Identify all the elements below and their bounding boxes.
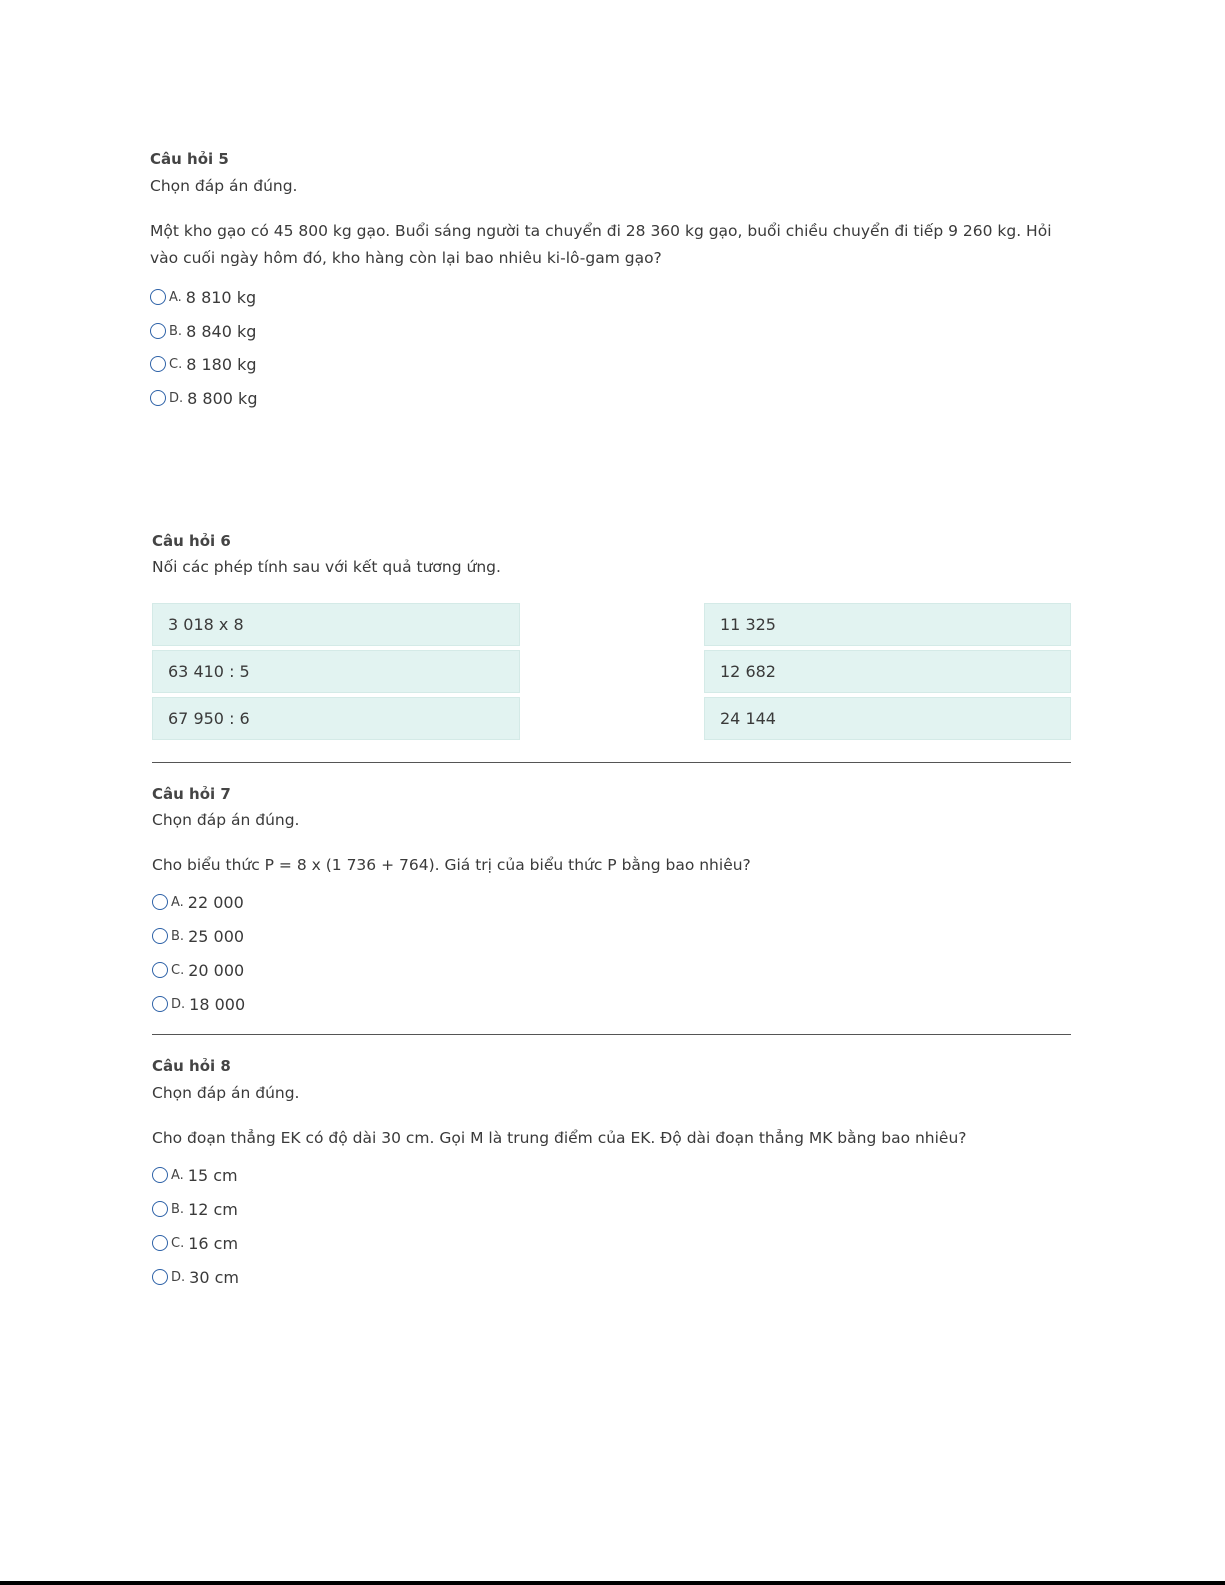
page-bottom-edge	[0, 1581, 1225, 1585]
option-text: 8 180 kg	[186, 354, 257, 374]
match-right-item[interactable]: 12 682	[704, 650, 1071, 693]
option-letter: B.	[171, 928, 185, 944]
section-divider	[152, 1034, 1071, 1035]
question-instruction: Chọn đáp án đúng.	[152, 1084, 300, 1102]
question-title: Câu hỏi 8	[152, 1057, 231, 1075]
option-b[interactable]	[152, 925, 244, 947]
option-letter: B.	[169, 323, 183, 339]
option-c[interactable]	[152, 1232, 238, 1254]
option-c[interactable]	[152, 959, 244, 981]
radio-button-icon[interactable]	[150, 356, 166, 372]
option-text: 18 000	[189, 994, 246, 1014]
question-title: Câu hỏi 5	[150, 150, 229, 168]
option-letter: D.	[171, 996, 186, 1012]
question-text-line: Một kho gạo có 45 800 kg gạo. Buổi sáng người ta chuyển đi 28 360 kg gạo, buổi chiều chuyển đi tiếp 9 260 kg. Hỏi	[150, 222, 1052, 240]
match-right-item[interactable]: 11 325	[704, 603, 1071, 646]
option-text: 22 000	[187, 892, 244, 912]
option-b[interactable]	[152, 1198, 238, 1220]
radio-button-icon[interactable]	[152, 894, 168, 910]
question-title: Câu hỏi 6	[152, 532, 231, 550]
section-divider	[152, 762, 1071, 763]
option-letter: C.	[169, 356, 183, 372]
match-left-item[interactable]: 67 950 : 6	[152, 697, 520, 740]
radio-button-icon[interactable]	[152, 1269, 168, 1285]
option-d[interactable]	[152, 1266, 239, 1288]
option-letter: A.	[171, 894, 184, 910]
option-text: 8 840 kg	[186, 321, 257, 341]
option-a[interactable]	[152, 891, 244, 913]
option-text: 25 000	[188, 926, 245, 946]
radio-button-icon[interactable]	[152, 962, 168, 978]
match-left-item[interactable]: 3 018 x 8	[152, 603, 520, 646]
match-right-item[interactable]: 24 144	[704, 697, 1071, 740]
match-left-item[interactable]: 63 410 : 5	[152, 650, 520, 693]
option-d[interactable]	[150, 387, 257, 409]
option-text: 20 000	[188, 960, 245, 980]
question-text-line: vào cuối ngày hôm đó, kho hàng còn lại bao nhiêu ki-lô-gam gạo?	[150, 249, 662, 267]
radio-button-icon[interactable]	[152, 928, 168, 944]
question-text: Cho biểu thức P = 8 x (1 736 + 764). Giá trị của biểu thức P bằng bao nhiêu?	[152, 856, 751, 874]
radio-button-icon[interactable]	[152, 1167, 168, 1183]
radio-button-icon[interactable]	[152, 996, 168, 1012]
radio-button-icon[interactable]	[150, 323, 166, 339]
radio-button-icon[interactable]	[152, 1201, 168, 1217]
question-instruction: Chọn đáp án đúng.	[152, 811, 300, 829]
option-d[interactable]	[152, 993, 245, 1015]
option-letter: A.	[171, 1167, 184, 1183]
question-text	[150, 218, 1080, 272]
option-a[interactable]	[150, 286, 256, 308]
option-letter: A.	[169, 289, 182, 305]
radio-button-icon[interactable]	[150, 289, 166, 305]
option-c[interactable]	[150, 353, 257, 375]
question-text: Cho đoạn thẳng EK có độ dài 30 cm. Gọi M là trung điểm của EK. Độ dài đoạn thẳng MK bằng bao nhiêu?	[152, 1129, 967, 1147]
option-text: 8 810 kg	[185, 287, 257, 307]
option-text: 12 cm	[188, 1199, 238, 1219]
option-b[interactable]	[150, 320, 256, 342]
option-letter: C.	[171, 1235, 185, 1251]
question-instruction: Chọn đáp án đúng.	[150, 177, 298, 195]
option-a[interactable]	[152, 1164, 238, 1186]
question-title: Câu hỏi 7	[152, 785, 231, 803]
option-letter: D.	[169, 390, 184, 406]
option-text: 15 cm	[187, 1165, 238, 1185]
option-letter: C.	[171, 962, 185, 978]
radio-button-icon[interactable]	[152, 1235, 168, 1251]
option-text: 8 800 kg	[187, 388, 258, 408]
option-letter: B.	[171, 1201, 185, 1217]
option-text: 16 cm	[188, 1233, 239, 1253]
option-letter: D.	[171, 1269, 186, 1285]
option-text: 30 cm	[189, 1267, 239, 1287]
radio-button-icon[interactable]	[150, 390, 166, 406]
question-instruction: Nối các phép tính sau với kết quả tương ứng.	[152, 558, 501, 576]
